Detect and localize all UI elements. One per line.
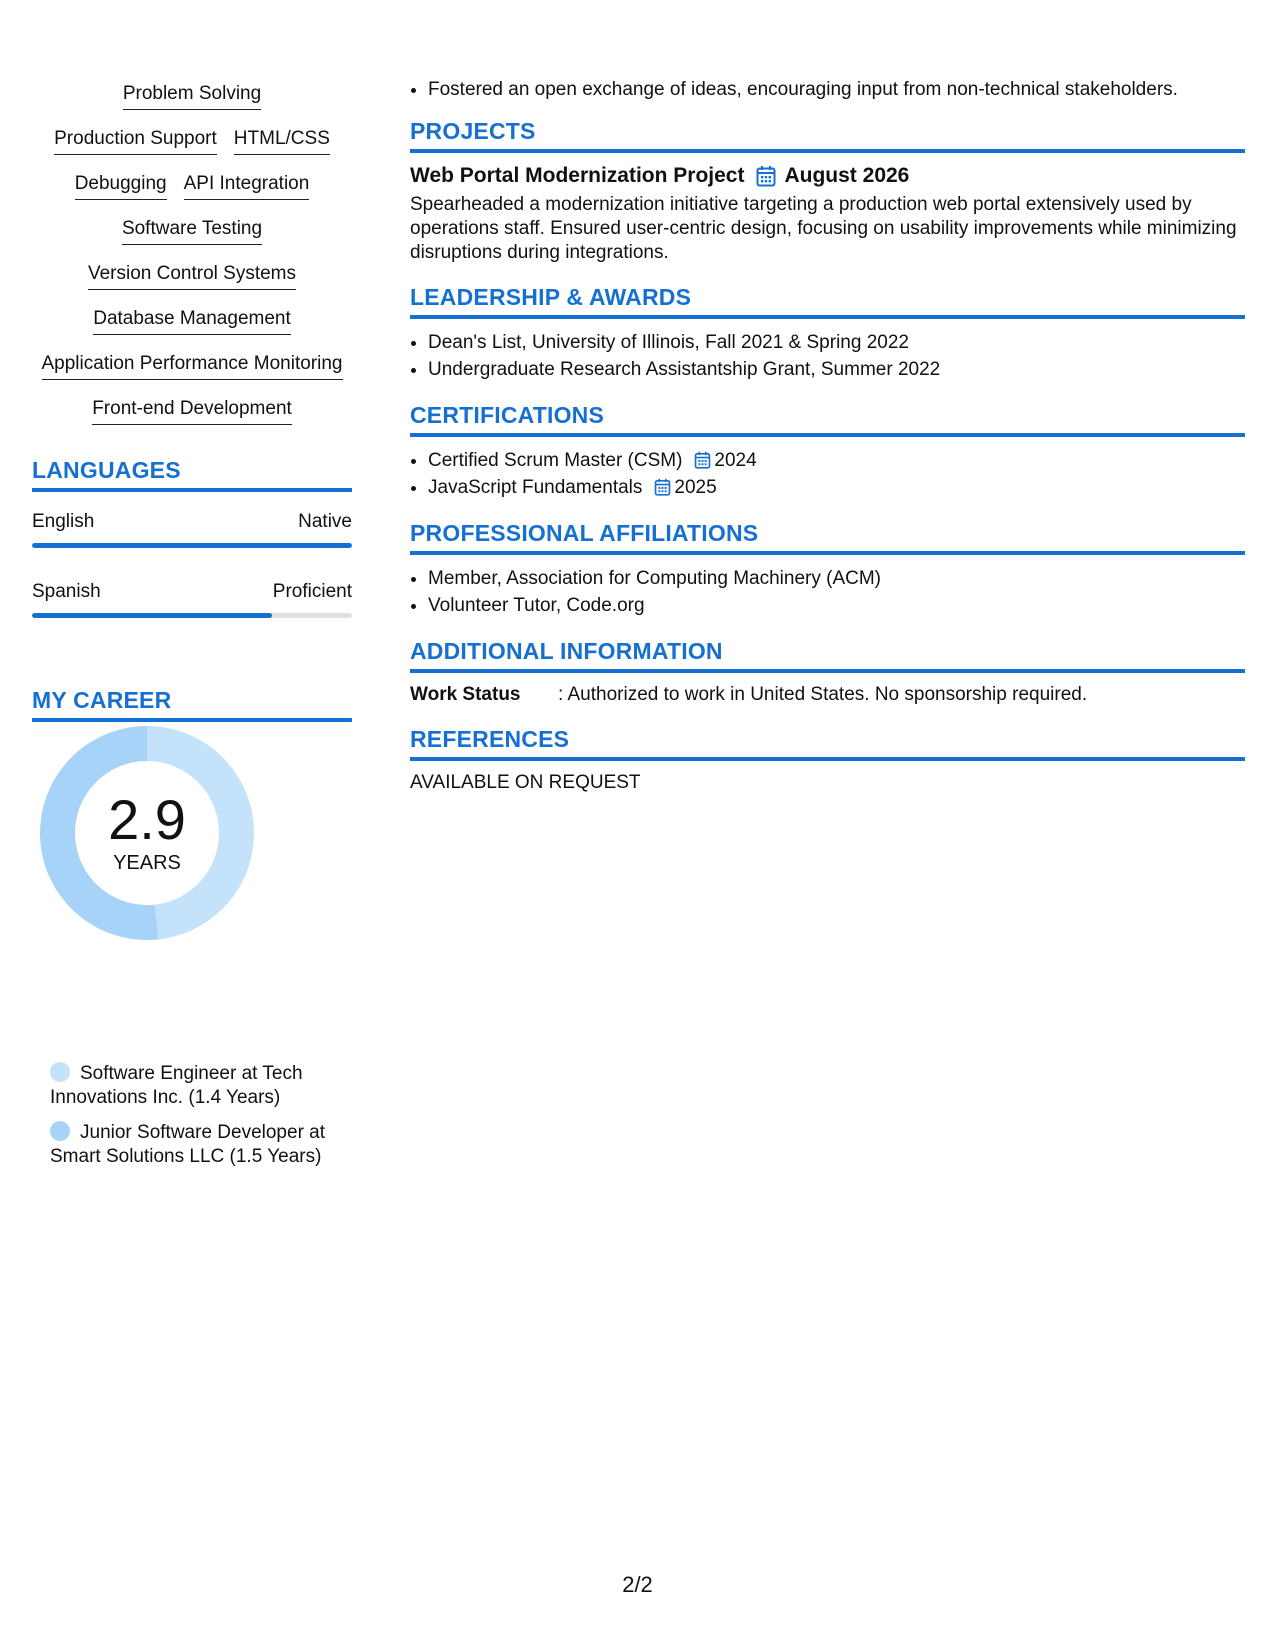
right-column <box>410 76 1245 795</box>
career-total-unit: YEARS <box>113 852 181 874</box>
languages-section <box>32 456 352 618</box>
skill-tag: Version Control Systems <box>88 262 296 290</box>
languages-heading: LANGUAGES <box>32 456 352 492</box>
skill-tag: Problem Solving <box>123 82 261 110</box>
affiliations-section <box>410 519 1245 619</box>
career-section <box>32 686 352 722</box>
references-text: AVAILABLE ON REQUEST <box>410 772 641 793</box>
language-name: Spanish <box>32 581 101 602</box>
certifications-section <box>410 401 1245 501</box>
experience-tail-bullets <box>410 76 1245 103</box>
legend-dot <box>50 1121 70 1141</box>
career-heading: MY CAREER <box>32 686 352 722</box>
certification-year: 2025 <box>674 477 717 498</box>
left-column <box>32 82 352 442</box>
career-legend-item <box>50 1062 350 1110</box>
certification-name: Certified Scrum Master (CSM) <box>428 450 683 471</box>
list-item: • Undergraduate Research Assistantship Grant, Summer 2022 <box>428 356 1245 383</box>
affiliations-list <box>410 565 1245 619</box>
references-heading: REFERENCES <box>410 725 1245 761</box>
skill-row <box>32 262 352 307</box>
skill-tag: HTML/CSS <box>234 127 330 155</box>
awards-list <box>410 329 1245 383</box>
donut-center <box>34 720 260 946</box>
project-date-text: August 2026 <box>784 164 910 187</box>
skill-tag: Software Testing <box>122 217 262 245</box>
project-name: Web Portal Modernization Project <box>410 164 745 187</box>
career-legend-item <box>50 1121 350 1169</box>
calendar-icon <box>756 165 776 187</box>
language-item <box>32 580 352 618</box>
list-item: • Dean's List, University of Illinois, Fall 2021 & Spring 2022 <box>428 329 1245 356</box>
calendar-icon <box>694 451 711 469</box>
language-level-bar <box>32 543 352 548</box>
awards-section <box>410 283 1245 383</box>
list-item: • Member, Association for Computing Machinery (ACM) <box>428 565 1245 592</box>
certifications-list <box>410 447 1245 501</box>
project-description: Spearheaded a modernization initiative targeting a production web portal extensively used by operations staff. Ensured user-centric design, focusing on usability improvements while minimizing disruptions during integrations. <box>410 194 1237 263</box>
affiliations-heading: PROFESSIONAL AFFILIATIONS <box>410 519 1245 555</box>
language-level-fill <box>32 613 272 618</box>
skill-row <box>32 352 352 397</box>
skill-row <box>32 127 352 172</box>
page-number: 2/2 <box>622 1572 653 1597</box>
skill-tag: Debugging <box>75 172 167 200</box>
legend-label: Junior Software Developer at Smart Solutions LLC (1.5 Years) <box>50 1122 326 1167</box>
skill-row <box>32 82 352 127</box>
project-header <box>410 163 1245 189</box>
project-date <box>756 163 909 189</box>
skill-row <box>32 217 352 262</box>
additional-info-section <box>410 637 1245 707</box>
skill-row <box>32 172 352 217</box>
legend-label: Software Engineer at Tech Innovations Inc. (1.4 Years) <box>50 1063 303 1108</box>
language-level: Native <box>298 511 352 532</box>
career-donut-chart <box>34 720 260 946</box>
career-total-years: 2.9 <box>108 788 186 851</box>
work-status-label: Work Status <box>410 684 521 705</box>
language-name: English <box>32 511 95 532</box>
skill-tag: API Integration <box>184 172 310 200</box>
certification-year: 2024 <box>714 450 757 471</box>
certification-name: JavaScript Fundamentals <box>428 477 643 498</box>
additional-info-heading: ADDITIONAL INFORMATION <box>410 637 1245 673</box>
projects-section <box>410 117 1245 265</box>
language-level: Proficient <box>272 581 352 602</box>
career-legend <box>50 1062 350 1180</box>
language-level-bar <box>32 613 352 618</box>
calendar-icon <box>654 478 671 496</box>
work-status-row <box>410 683 1245 707</box>
list-item: • Volunteer Tutor, Code.org <box>428 592 1245 619</box>
skills-list <box>32 82 352 442</box>
language-item <box>32 510 352 548</box>
skill-tag: Front-end Development <box>92 397 292 425</box>
list-item: • Fostered an open exchange of ideas, encouraging input from non-technical stakeholders. <box>428 76 1245 103</box>
language-level-fill <box>32 543 352 548</box>
projects-heading: PROJECTS <box>410 117 1245 153</box>
legend-dot <box>50 1062 70 1082</box>
work-status-value: : Authorized to work in United States. No sponsorship required. <box>558 684 1088 705</box>
references-section <box>410 725 1245 795</box>
list-item <box>428 474 1245 501</box>
certifications-heading: CERTIFICATIONS <box>410 401 1245 437</box>
skill-tag: Database Management <box>93 307 291 335</box>
skill-row <box>32 397 352 442</box>
awards-heading: LEADERSHIP & AWARDS <box>410 283 1245 319</box>
skill-row <box>32 307 352 352</box>
skill-tag: Production Support <box>54 127 217 155</box>
list-item <box>428 447 1245 474</box>
skill-tag: Application Performance Monitoring <box>42 352 343 380</box>
